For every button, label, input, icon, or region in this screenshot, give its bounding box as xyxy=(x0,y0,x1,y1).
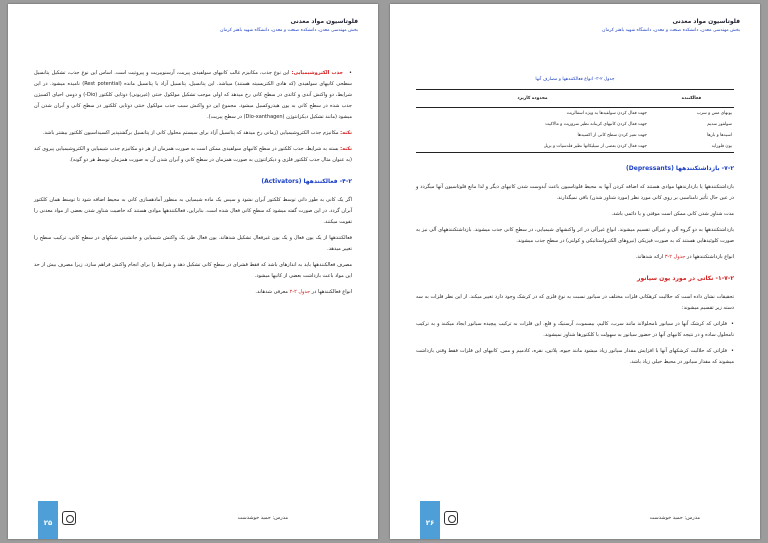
paragraph xyxy=(34,287,352,298)
table-cell: یونهای مس و سرب xyxy=(696,111,732,116)
paragraph: فعالکنندهها از یک یون فعال و یک یون غیرفعال تشکیل شدهاند. یون فعال طی یک واکنش شیمیایی و جانشینی شبکهای در سطح کانی، ترکیب سطح را تغییر میدهد. xyxy=(34,235,352,252)
page-number: ۲۶ xyxy=(420,501,440,539)
text: ارائه شدهاند. xyxy=(635,254,664,260)
note-paragraph xyxy=(34,144,352,166)
header-title: فلوتاسیون مواد معدنی xyxy=(290,18,358,25)
bullet-paragraph xyxy=(34,68,352,123)
text: انواع فعالکنندهها در xyxy=(311,289,352,295)
table-reference-link[interactable]: جدول ۲-۲ xyxy=(289,289,311,295)
author-label: مدرس: حمید خوشدست xyxy=(649,515,700,521)
university-logo-icon xyxy=(444,511,458,525)
header-subtitle: بخش مهندسی معدن، دانشکده صنعت و معدن، دانشگاه شهید باهنر کرمان xyxy=(220,28,358,33)
table-cell: جهت فعال کردن کانیهای کربناته نظیر سروزیت و مالاکیت xyxy=(545,122,647,127)
text: انواع بازداشتکنندهها در xyxy=(686,254,734,260)
page-header xyxy=(28,18,358,33)
header-subtitle: بخش مهندسی معدن، دانشکده صنعت و معدن، دانشگاه شهید باهنر کرمان xyxy=(602,28,740,33)
table-cell: جهت فعال کردن بعضی از سیلیکاتها نظیر فلدسپات و بریل xyxy=(416,141,649,153)
subsection-title: ۱-۷-۲- نکاتی در مورد یون سیانور xyxy=(637,275,734,282)
note-paragraph xyxy=(34,128,352,139)
table-cell: اسیدها و بازها xyxy=(707,133,732,138)
table-cell: سولفور سدیم xyxy=(707,122,732,127)
university-logo-icon xyxy=(62,511,76,525)
table-row xyxy=(416,130,734,141)
text: معرفی شدهاند. xyxy=(255,289,288,295)
note-label: نکته: xyxy=(340,146,352,152)
note-label: نکته: xyxy=(340,130,352,136)
bullet-text: این نوع جذب، مکانیزم غالب کانیهای سولفیدی پیریت، آرسنوپیریت و پیروتیت است. اساس این نوع جذب، تشکیل پتانسیل سطحی کانیهای سولفیدی (که هادی الکتریسیته هستند) میباشد. این پتانسیل، پتانسیل آزاد یا پتانسیل مانده (Rest potential) نامیده میشود. در این شرایط، دو واکنش آندی و کاتدی در سطح کانی رخ میدهد که اولی موجب تشکیل مولکول خنثی (غیریونی) دوتایی کلکتور (Dio-) و دومی احیای اکسیژن جذب شده در سطح کانی به یون هیدروکسیل میشود. مجموع این دو واکنش سبب جذب مولکول خنثی دوتایی کلکتور در سطح کانی و آبران شدن آن میشود (مانند تشکیل دیکزانتوژن (Dio-xanthagen) در سطح پیریت). xyxy=(34,70,352,120)
note-text: مکانیزم جذب الکتروشیمیایی (زمانی رخ میدهد که پتانسیل آزاد برای سیستم محلول کانی از پتانسیل برگشتپذیر اکسیداسیون کلکتور بیشتر باشد. xyxy=(42,130,339,136)
table-row xyxy=(416,108,734,120)
page-footer xyxy=(8,501,378,539)
page-25 xyxy=(8,4,378,539)
author-label: مدرس: حمید خوشدست xyxy=(237,515,288,521)
bullet-term: جذب الکتروشیمیایی: xyxy=(291,70,344,76)
table-caption: جدول ۲-۳- انواع فعالکنندهها و مصارف آنها xyxy=(535,77,615,82)
paragraph: تحقیقات نشان داده است که حلالیت کرهکانی فلزات مختلف در سیانور نسبت به نوع فلزی که در کرشک وجود دارد تغییر میکند. از این نظر فلزات به سه دسته زیر تقسیم میشوند: xyxy=(416,294,734,311)
page-footer xyxy=(390,501,760,539)
page-header xyxy=(410,18,740,33)
page-26 xyxy=(390,4,760,539)
bullet-paragraph: • فلزاتی که کرشک آنها در سیانور نامحلولاند مانند سرب، کالیم، بیسموت، آرسنیک و قلع. این فلزات به ترکیب پیچیده سیانور ایجاد میکنند و به ترکیب نامحلول ساده و در نتیجه کانیهای آنها در حضور سیانور به سهولت با کلکتورها شناور نمیشوند. xyxy=(416,319,734,341)
paragraph: مدت شناور شدن کانی ممکن است موقتی و یا دائمی باشد. xyxy=(611,211,734,217)
table-row xyxy=(416,141,734,153)
table-cell: جهت فعال کردن سولفیدها به ویژه اسفالریت xyxy=(566,111,647,116)
table-cell: جهت تمیز کردن سطح کانی از اکسیدها xyxy=(577,133,647,138)
table-header-row xyxy=(416,90,734,108)
table-header-cell: فعالکننده xyxy=(649,90,734,108)
table-cell: یون فلوراید xyxy=(649,141,734,153)
paragraph: بازداشتکنندهها یا بازدارندهها موادی هستند که اضافه کردن آنها به محیط فلوتاسیون باعث آبدوست شدن کانیهای دیگر و لذا مانع فلوتاسیون آنها میگردد و در عین حال تأثیر نامناسبی بر روی کانی مورد نظر (مورد شناور شدن) باقی نمیگذارند. xyxy=(416,184,734,201)
paragraph: مصرف فعالکنندهها باید به اندازهای باشد که فقط قشرای در سطح کانی تشکیل دهد و شرایط را برای انجام واکنش فراهم سازد، زیرا مصرف بیش از حد این مواد باعث بازداشت بعضی از کانیها میشود. xyxy=(34,262,352,279)
page-body xyxy=(34,68,352,303)
section-title: ۷-۲- بازداشتکنندهها (Depressants) xyxy=(626,165,734,172)
page-number: ۲۵ xyxy=(38,501,58,539)
table-reference-link[interactable]: جدول ۲-۳ xyxy=(664,254,686,260)
table-row xyxy=(416,119,734,130)
bullet-paragraph: • فلزاتی که حلالیت کرشکهای آنها با افزایش مقدار سیانور زیاد میشود مانند جیوه، پلاتین، نقره، کادمیم و مس. کانیهای این فلزات فقط وقتی بازداشت میشوند که مقدار سیانور در محیط خیلی زیاد باشد. xyxy=(416,346,734,368)
section-title: ۴-۲- فعالکنندهها (Activators) xyxy=(261,178,352,185)
page-body xyxy=(416,74,734,373)
paragraph xyxy=(416,252,734,263)
paragraph: بازداشتکنندهها به دو گروه آلی و غیرآلی تقسیم میشوند. انواع غیرآلی در اثر واکنشهای شیمیایی، در سطح کانی جذب میشوند. بازداشتکنندههای آلی نیز به صورت کلوئیدهایی هستند که به صورت فیزیکی (نیروهای الکترواستاتیکی و کولنی) در سطح جذب میشوند. xyxy=(416,227,734,244)
header-title: فلوتاسیون مواد معدنی xyxy=(672,18,740,25)
activators-table xyxy=(416,89,734,153)
note-text: بسته به شرایط، جذب کلکتور در سطح کانیهای سولفیدی ممکن است به صورت همزمان از هر دو مکانیزم جذب شیمیایی و الکتروشیمیایی پیروی کند (به عنوان مثال جذب کلکتور فلزی و دیکزانتوژن به صورت همزمان در سطح کانی و آبران شدن آن به صورت همزمان توسط هر دو گونه). xyxy=(34,146,352,163)
paragraph: اگر یک کانی به طور ذاتی توسط کلکتور آبران نشود و سپس یک ماده شیمیایی به منظور آمادهسازی کانی به محیط اضافه شود تا توسط همان کلکتور آبران گردد. در این صورت گفته میشود که سطح کانی فعال شده است. بنابراین، فعالکنندهها موادی هستند که خاصیت شناور شدن بعضی از مواد معدنی را تقویت میکنند. xyxy=(34,197,352,225)
table-header-cell: محدوده کاربرد xyxy=(416,90,649,108)
